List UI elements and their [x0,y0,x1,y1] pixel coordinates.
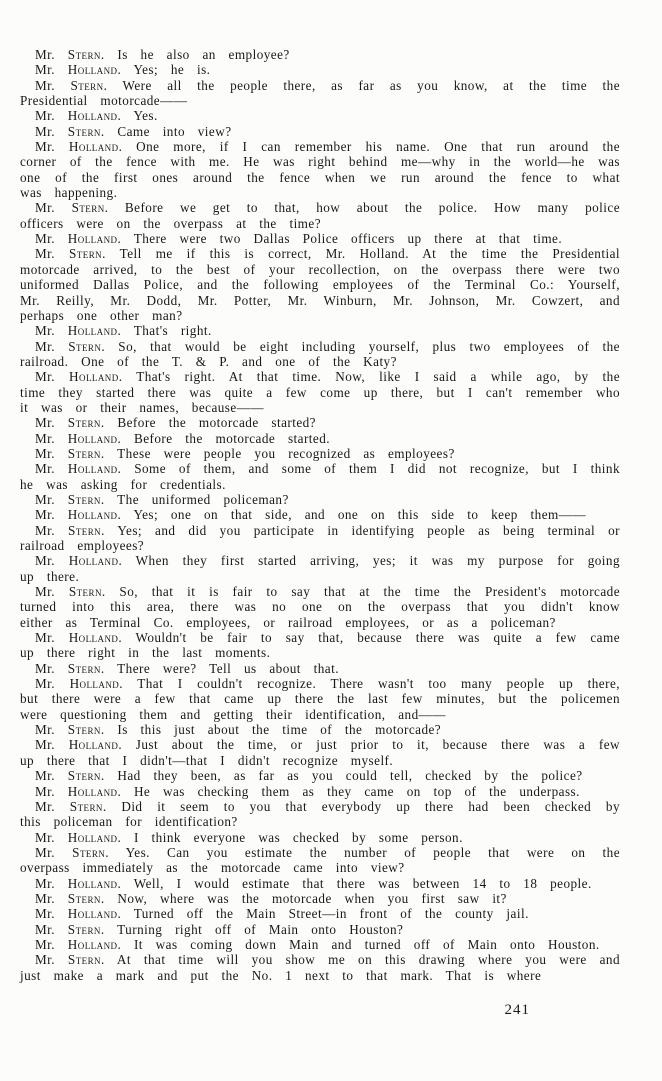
speaker-prefix: Mr. [35,798,56,814]
transcript-paragraph [20,584,620,630]
utterance-text: . So, that would be eight including yourself, plus two employees of the railroad. One of the T. & P. and one of the Katy? [20,338,620,369]
speaker-prefix: Mr. [35,676,56,692]
speaker-name: Holland [67,430,118,446]
speaker-prefix: Mr. [35,737,56,753]
transcript-paragraph [20,922,620,937]
speaker-name: Stern [67,660,101,676]
transcript-paragraph [20,906,620,921]
utterance-text: . Just about the time, or just prior to it, because there was a few up there that I didn't—that I didn't recognize myself. [20,737,621,768]
transcript-paragraph [20,461,620,492]
speaker-prefix: Mr. [35,47,56,62]
speaker-name: Holland [68,630,119,646]
speaker-name: Holland [67,108,118,124]
utterance-text: . He was checking them as they came on top of the underpass. [117,783,580,799]
transcript-paragraph [20,676,620,722]
speaker-prefix: Mr. [35,921,56,937]
speaker-name: Stern [71,200,105,216]
speaker-name: Holland [67,829,118,845]
utterance-text: . It was coming down Main and turned off of Main onto Houston. [117,936,600,952]
speaker-name: Holland [68,139,119,155]
speaker-name: Stern [67,722,101,738]
speaker-name: Stern [72,844,106,860]
utterance-text: . Tell me if this is correct, Mr. Holland. At the time the Presidential motorcade arrived, to the best of your recollection, on the overpass there were two uniformed Dallas Police, and the following employees of the Terminal Co.: Yourself, Mr. Reilly, Mr. Dodd, Mr. Potter, Mr. Winburn, Mr. Johnson, Mr. Cowzert, and perhaps one other man? [20,246,621,323]
speaker-prefix: Mr. [35,491,56,507]
utterance-text: . The uniformed policeman? [100,491,289,507]
speaker-prefix: Mr. [35,875,56,891]
speaker-name: Stern [67,123,101,139]
transcript-paragraph [20,124,620,139]
transcript-paragraph [20,339,620,370]
utterance-text: . Wouldn't be fair to say that, because there was quite a few came up there right in the last moments. [20,630,620,661]
speaker-prefix: Mr. [35,445,56,461]
speaker-prefix: Mr. [35,246,56,262]
transcript-paragraph [20,446,620,461]
utterance-text: . Yes. [117,108,158,124]
speaker-name: Stern [67,921,101,937]
speaker-name: Holland [67,323,118,339]
utterance-text: . Turning right off of Main onto Houston? [100,921,404,937]
utterance-text: . Yes; one on that side, and one on this side to keep them—— [117,507,586,523]
utterance-text: . Were all the people there, as far as you know, at the time the Presidential motorcade—— [20,77,620,109]
speaker-prefix: Mr. [35,200,56,216]
transcript-paragraph [20,661,620,676]
speaker-name: Stern [68,338,102,354]
utterance-text: . Yes. Can you estimate the number of people that were on the overpass immediately as the motorcade came into view? [20,844,621,876]
speaker-name: Stern [67,768,101,784]
utterance-text: . Is this just about the time of the motorcade? [100,722,442,738]
transcript-paragraph [20,139,620,200]
utterance-text: . Yes; he is. [117,62,211,78]
transcript-paragraph [20,952,620,983]
speaker-prefix: Mr. [35,415,56,431]
utterance-text: . Before we get to that, how about the police. How many police officers were on the overpass at the time? [20,200,620,231]
speaker-prefix: Mr. [35,768,56,784]
transcript-paragraph [20,62,620,77]
speaker-name: Stern [69,246,103,262]
speaker-name: Holland [68,737,119,753]
transcript-paragraph [20,784,620,799]
transcript-paragraph [20,231,620,246]
transcript-body [20,47,620,983]
speaker-name: Stern [67,491,101,507]
speaker-name: Holland [67,936,118,952]
speaker-prefix: Mr. [35,461,56,477]
speaker-prefix: Mr. [35,62,56,78]
transcript-paragraph [20,78,620,109]
speaker-name: Stern [68,584,102,600]
speaker-prefix: Mr. [35,231,56,247]
transcript-paragraph [20,47,620,62]
speaker-prefix: Mr. [35,660,56,676]
speaker-name: Stern [67,445,101,461]
speaker-prefix: Mr. [35,584,56,600]
speaker-name: Holland [67,783,118,799]
utterance-text: . Before the motorcade started. [117,430,330,446]
speaker-prefix: Mr. [35,369,56,385]
transcript-paragraph [20,630,620,661]
transcript-paragraph [20,507,620,522]
utterance-text: . Before the motorcade started? [100,415,316,431]
speaker-prefix: Mr. [35,123,56,139]
utterance-text: . These were people you recognized as employees? [100,445,455,461]
transcript-paragraph [20,415,620,430]
transcript-paragraph [20,492,620,507]
speaker-name: Holland [67,906,118,922]
speaker-prefix: Mr. [35,906,56,922]
speaker-prefix: Mr. [35,890,56,906]
transcript-paragraph [20,799,620,830]
speaker-prefix: Mr. [35,952,56,968]
speaker-prefix: Mr. [35,108,56,124]
transcript-paragraph [20,768,620,783]
speaker-prefix: Mr. [35,77,56,93]
utterance-text: . That's right. At that time. Now, like I said a while ago, by the time they started there was quite a few come up there, but I can't remember who it was or their names, because—— [20,369,620,415]
speaker-prefix: Mr. [35,323,56,339]
transcript-paragraph [20,200,620,231]
transcript-paragraph [20,722,620,737]
speaker-name: Stern [67,890,101,906]
transcript-paragraph [20,891,620,906]
speaker-name: Stern [67,952,102,968]
utterance-text: . At that time will you show me on this drawing where you were and just make a mark and put the No. 1 next to that mark. That is where [20,952,620,983]
utterance-text: . That's right. [117,323,212,339]
utterance-text: . Did it seem to you that everybody up there had been checked by this policeman for identification? [20,798,621,830]
transcript-paragraph [20,876,620,891]
speaker-prefix: Mr. [35,507,56,523]
transcript-paragraph [20,246,620,323]
utterance-text: . Came into view? [100,123,232,139]
speaker-name: Stern [70,77,104,93]
utterance-text: . There were? Tell us about that. [100,660,339,676]
transcript-paragraph [20,431,620,446]
speaker-prefix: Mr. [35,630,56,646]
speaker-name: Holland [67,62,118,78]
utterance-text: . Had they been, as far as you could tell, checked by the police? [100,768,583,784]
transcript-paragraph [20,845,620,876]
speaker-name: Stern [67,47,101,62]
speaker-name: Holland [67,231,118,247]
transcript-paragraph [20,323,620,338]
speaker-prefix: Mr. [35,844,56,860]
page-number: 241 [504,1002,530,1018]
utterance-text: . Is he also an employee? [100,47,290,62]
utterance-text: . I think everyone was checked by some person. [117,829,463,845]
utterance-text: . One more, if I can remember his name. One that run around the corner of the fence with me. He was right behind me—why in the world—he was one of the first ones around the fence when we run around the fence to what was happening. [20,139,621,201]
speaker-name: Holland [67,507,118,523]
speaker-name: Stern [67,415,101,431]
speaker-prefix: Mr. [35,722,56,738]
utterance-text: . Well, I would estimate that there was between 14 to 18 people. [117,875,592,891]
speaker-name: Holland [69,369,119,385]
utterance-text: . When they first started arriving, yes; it was my purpose for going up there. [20,553,620,584]
speaker-prefix: Mr. [35,338,56,354]
transcript-paragraph [20,523,620,554]
utterance-text: . Yes; and did you participate in identifying people as being terminal or railroad employees? [20,522,620,553]
transcript-paragraph [20,937,620,952]
utterance-text: . Now, where was the motorcade when you first saw it? [100,890,507,906]
transcript-paragraph [20,553,620,584]
speaker-name: Holland [68,553,119,569]
speaker-name: Holland [67,461,118,477]
speaker-prefix: Mr. [35,522,56,538]
speaker-name: Holland [67,875,118,891]
speaker-prefix: Mr. [35,936,56,952]
utterance-text: . There were two Dallas Police officers up there at that time. [117,231,563,247]
speaker-prefix: Mr. [35,430,56,446]
utterance-text: . Some of them, and some of them I did not recognize, but I think he was asking for credentials. [20,461,620,492]
utterance-text: . Turned off the Main Street—in front of the county jail. [117,906,529,922]
utterance-text: . That I couldn't recognize. There wasn't too many people up there, but there were a few that came up there the last few minutes, but the policemen were questioning them and getting their identification, and—— [20,676,620,722]
speaker-prefix: Mr. [35,553,56,569]
speaker-prefix: Mr. [35,829,56,845]
speaker-name: Holland [69,676,120,692]
speaker-prefix: Mr. [35,139,56,155]
utterance-text: . So, that it is fair to say that at the time the President's motorcade turned into this area, there was no one on the overpass that you didn't know either as Terminal Co. employees, or railroad employees, or as a policeman? [20,584,620,630]
transcript-paragraph [20,369,620,415]
transcript-paragraph [20,108,620,123]
speaker-name: Stern [69,798,103,814]
speaker-name: Stern [68,522,102,538]
speaker-prefix: Mr. [35,783,56,799]
transcript-paragraph [20,830,620,845]
transcript-paragraph [20,737,620,768]
